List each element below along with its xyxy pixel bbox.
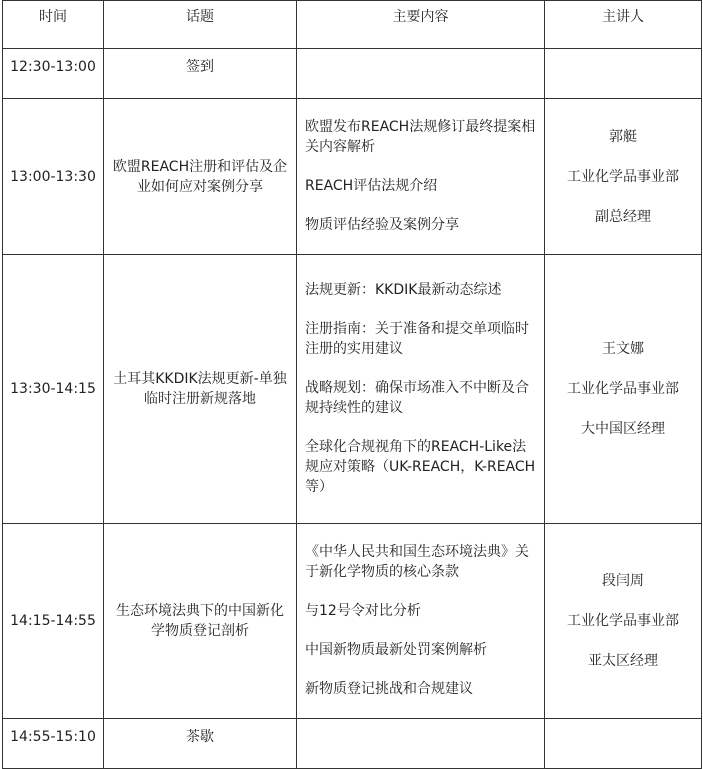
- content-cell: [297, 99, 545, 255]
- speaker-department: 工业化学品事业部: [567, 613, 679, 629]
- header-content: 主要内容: [297, 1, 545, 49]
- speaker-cell: [545, 524, 702, 719]
- header-speaker: 主讲人: [545, 1, 702, 49]
- table-row: [3, 99, 702, 255]
- speaker-cell: [545, 719, 702, 769]
- content-item: 《中华人民共和国生态环境法典》关于新化学物质的核心条款: [305, 543, 529, 580]
- content-cell: [297, 719, 545, 769]
- speaker-title: 大中国区经理: [581, 421, 665, 437]
- content-item: REACH评估法规介绍: [305, 177, 438, 194]
- speaker-department: 工业化学品事业部: [567, 381, 679, 397]
- time-cell: 14:55-15:10: [3, 719, 104, 769]
- content-item: 欧盟发布REACH法规修订最终提案相关内容解析: [305, 118, 536, 155]
- topic-cell: 茶歇: [104, 719, 297, 769]
- content-cell: [297, 524, 545, 719]
- table-row: [3, 719, 702, 769]
- speaker-title: 副总经理: [595, 208, 651, 225]
- table-row: [3, 49, 702, 99]
- content-item: 物质评估经验及案例分享: [305, 216, 459, 233]
- content-cell: [297, 255, 545, 524]
- topic-cell: 欧盟REACH注册和评估及企业如何应对案例分享: [104, 99, 297, 255]
- header-time: 时间: [3, 1, 104, 49]
- content-item: 全球化合规视角下的REACH-Like法规应对策略（UK-REACH，K-REACH等）: [305, 438, 536, 495]
- table-row: [3, 255, 702, 524]
- speaker-cell: [545, 99, 702, 255]
- time-cell: 14:15-14:55: [3, 524, 104, 719]
- speaker-name: 段闫周: [602, 573, 644, 589]
- content-item: 与12号令对比分析: [305, 602, 421, 619]
- time-cell: 12:30-13:00: [3, 49, 104, 99]
- speaker-name: 王文娜: [602, 341, 644, 357]
- content-cell: [297, 49, 545, 99]
- header-topic: 话题: [104, 1, 297, 49]
- header-row: [3, 1, 702, 49]
- content-item: 中国新物质最新处罚案例解析: [305, 641, 487, 658]
- content-item: 战略规划：确保市场准入不中断及合规持续性的建议: [305, 379, 529, 416]
- speaker-title: 亚太区经理: [588, 653, 658, 669]
- content-item: 新物质登记挑战和合规建议: [305, 680, 473, 697]
- content-item: 法规更新：KKDIK最新动态综述: [305, 281, 502, 298]
- speaker-name: 郭艇: [609, 128, 637, 145]
- topic-cell: 土耳其KKDIK法规更新-单独临时注册新规落地: [104, 255, 297, 524]
- agenda-table: [2, 0, 702, 769]
- topic-cell: 生态环境法典下的中国新化学物质登记剖析: [104, 524, 297, 719]
- table-row: [3, 524, 702, 719]
- time-cell: 13:00-13:30: [3, 99, 104, 255]
- speaker-department: 工业化学品事业部: [567, 168, 679, 185]
- topic-cell: 签到: [104, 49, 297, 99]
- time-cell: 13:30-14:15: [3, 255, 104, 524]
- speaker-cell: [545, 255, 702, 524]
- content-item: 注册指南：关于准备和提交单项临时注册的实用建议: [305, 320, 529, 357]
- speaker-cell: [545, 49, 702, 99]
